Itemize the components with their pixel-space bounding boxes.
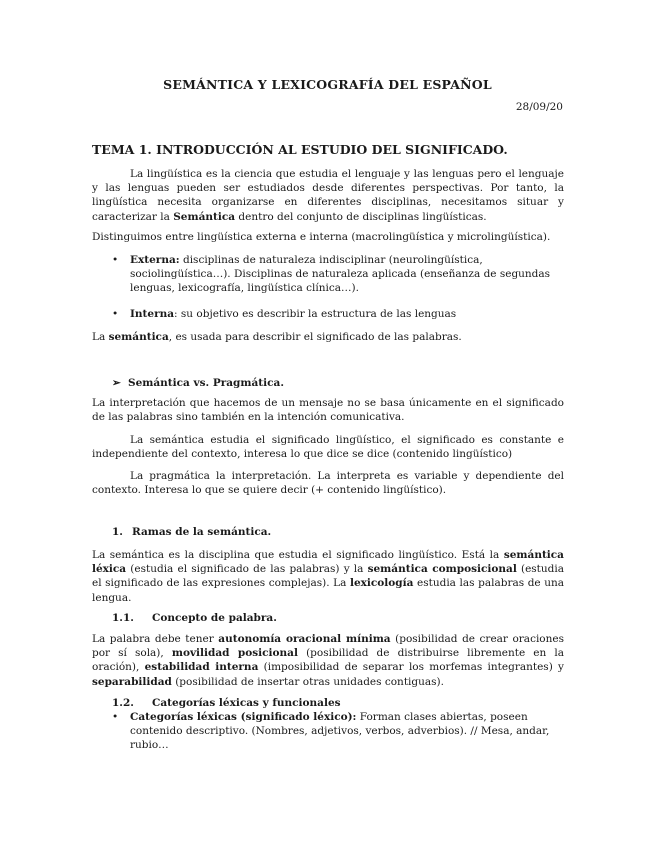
heading-concepto-palabra: 1.1. Concepto de palabra. <box>112 612 277 624</box>
bullet-label: Externa: <box>130 254 180 266</box>
heading-semantica-vs-pragmatica: ➢ Semántica vs. Pragmática. <box>112 377 285 389</box>
section-heading-tema: TEMA 1. INTRODUCCIÓN AL ESTUDIO DEL SIGNIFICADO. <box>92 142 508 157</box>
list-item-categorias-lexicas: • Categorías léxicas (significado léxico): Forman clases abiertas, poseen contenido descriptivo. (Nombres, adjetivos, verbos, adverbios). // Mesa, andar, rubio… <box>112 711 550 752</box>
paragraph-semantica: La semántica, es usada para describir el significado de las palabras. <box>92 331 462 343</box>
paragraph-interpretacion: La interpretación que hacemos de un mensaje no se basa únicamente en el significado de las palabras sino también en la intención comunicativa. <box>92 397 564 424</box>
bold-term: Semántica <box>173 210 236 223</box>
paragraph-intro: La lingüística es la ciencia que estudia el lenguaje y las lenguas pero el lenguaje y las lenguas pueden ser estudiados desde diferentes perspectivas. Por tanto, la lingüística necesita organizarse en diferentes disciplinas, necesitamos situar y caracterizar la Semántica dentro del conjunto de disciplinas lingüísticas. <box>92 168 564 223</box>
heading-ramas: 1. Ramas de la semántica. <box>112 526 272 538</box>
paragraph-distinction: Distinguimos entre lingüística externa e interna (macrolingüística y microlingüística). <box>92 231 551 243</box>
bullet-icon: • <box>112 254 119 266</box>
paragraph-ramas: La semántica es la disciplina que estudia el significado lingüístico. Está la semántica léxica (estudia el significado de las palabras) y la semántica composicional (estudia el significado de las expresiones complejas). La lexicología estudia las palabras de una lengua. <box>92 549 565 604</box>
bullet-label: Interna <box>130 308 175 320</box>
bullet-label: Categorías léxicas (significado léxico): <box>130 711 357 723</box>
arrow-bullet-icon: ➢ <box>112 377 121 389</box>
bullet-icon: • <box>112 711 119 723</box>
list-item-interna: • Interna: su objetivo es describir la estructura de las lenguas <box>112 308 457 320</box>
document-date: 28/09/20 <box>515 101 563 113</box>
list-item-externa: • Externa: disciplinas de naturaleza indisciplinar (neurolingüística, sociolingüística…). Disciplinas de naturaleza aplicada (enseñanza de segundas lenguas, lexicografía, lingüística clínica…). <box>112 254 551 295</box>
paragraph-semantica-estudia: La semántica estudia el significado lingüístico, el significado es constante e independiente del contexto, interesa lo que dice se dice (contenido lingüístico) <box>92 434 564 461</box>
document-title: SEMÁNTICA Y LEXICOGRAFÍA DEL ESPAÑOL <box>163 77 492 92</box>
heading-categorias: 1.2. Categorías léxicas y funcionales <box>112 697 341 709</box>
paragraph-concepto-palabra: La palabra debe tener autonomía oracional mínima (posibilidad de crear oraciones por sí sola), movilidad posicional (posibilidad de distribuirse libremente en la oración), estabilidad interna (imposibilidad de separar los morfemas integrantes) y separabilidad (posibilidad de insertar otras unidades contiguas). <box>92 633 564 688</box>
paragraph-pragmatica: La pragmática la interpretación. La interpreta es variable y dependiente del contexto. Interesa lo que se quiere decir (+ contenido lingüístico). <box>92 470 564 497</box>
bullet-icon: • <box>112 308 119 320</box>
